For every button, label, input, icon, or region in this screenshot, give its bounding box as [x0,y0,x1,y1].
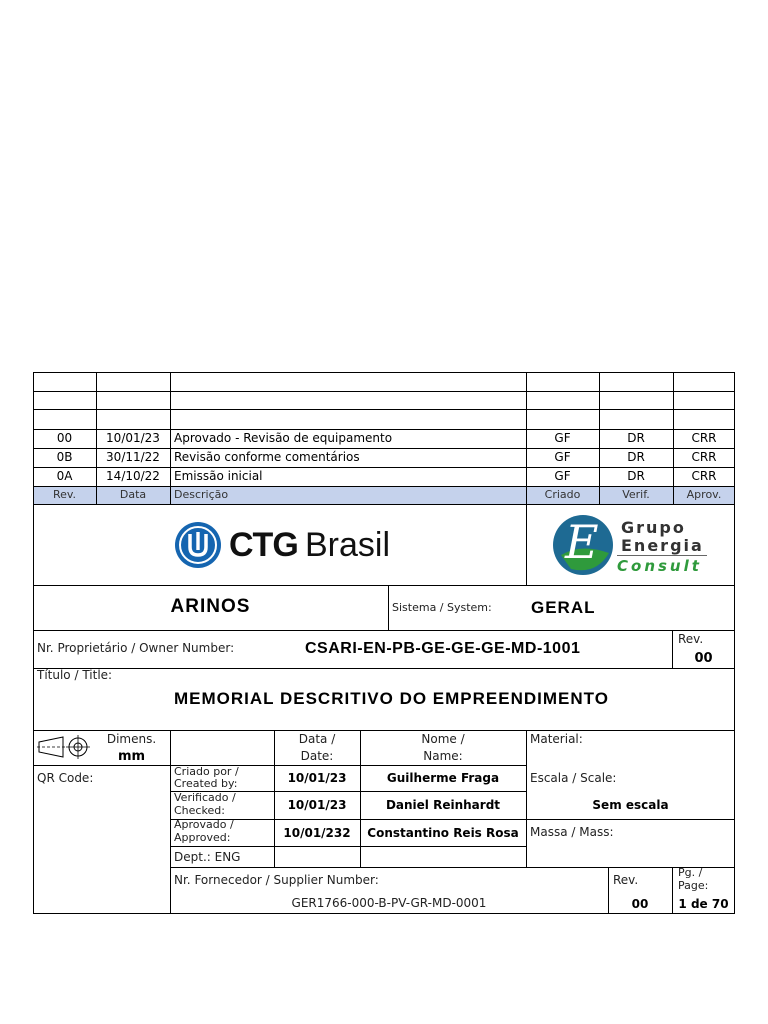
ctg-wordmark: CTG [229,526,298,564]
header-approved: Aprov. [686,488,722,501]
checked-date: 10/01/23 [287,798,347,812]
approved-cell: CRR [691,469,717,483]
dimens-label: Dimens. [106,732,157,746]
qr-code-label: QR Code: [37,771,94,785]
page-label-1: Pg. / [678,866,703,879]
department: Dept.: ENG [174,850,241,864]
dimens-value: mm [117,749,146,764]
checked-label-1: Verificado / [174,791,236,804]
date-cell: 14/10/22 [106,469,160,483]
verified-cell: DR [627,431,645,445]
consult-text: Consult [617,557,702,575]
system-value: GERAL [531,598,596,617]
date-cell: 10/01/23 [106,431,160,445]
logo-divider [617,555,707,556]
date-header-2: Date: [300,749,334,763]
approved-label-2: Approved: [174,831,231,844]
description-cell: Revisão conforme comentários [174,450,360,464]
header-rev: Rev. [52,488,77,501]
rev-cell: 00 [56,431,73,445]
header-date: Data [119,488,147,501]
page-label-2: Page: [678,879,709,892]
created-label-1: Criado por / [174,765,239,778]
material-label: Material: [530,732,583,746]
owner-rev-value: 00 [694,651,713,666]
created-date: 10/01/23 [287,771,347,785]
created-cell: GF [554,469,571,483]
page-value: 1 de 70 [678,897,729,911]
rev-cell: 0B [56,450,73,464]
grupo-energia-logo [551,513,731,577]
header-description: Descrição [174,488,229,501]
created-label-2: Created by: [174,777,238,790]
ctg-emblem-icon [173,520,223,570]
approved-cell: CRR [691,450,717,464]
owner-rev-label: Rev. [678,632,704,646]
scale-label: Escala / Scale: [530,771,617,785]
checked-name: Daniel Reinhardt [385,798,501,812]
header-created: Criado [544,488,581,501]
energia-text: Energia [621,536,704,555]
title-block [33,372,735,914]
supplier-number-value: GER1766-000-B-PV-GR-MD-0001 [291,896,487,910]
name-header-2: Name: [423,749,463,763]
checked-label-2: Checked: [174,804,225,817]
name-header-1: Nome / [421,732,465,746]
supplier-number-label: Nr. Fornecedor / Supplier Number: [174,873,379,887]
projection-symbol-icon [37,735,91,759]
date-cell: 30/11/22 [106,450,160,464]
verified-cell: DR [627,450,645,464]
approved-label-1: Aprovado / [174,818,234,831]
approved-name: Constantino Reis Rosa [367,826,519,840]
created-name: Guilherme Fraga [386,771,500,785]
description-cell: Emissão inicial [174,469,263,483]
system-label: Sistema / System: [392,601,492,614]
document-title: MEMORIAL DESCRITIVO DO EMPREENDIMENTO [174,689,609,708]
verified-cell: DR [627,469,645,483]
date-header-1: Data / [298,732,336,746]
owner-number-value: CSARI-EN-PB-GE-GE-GE-MD-1001 [305,640,581,657]
rev-cell: 0A [56,469,73,483]
supplier-rev-value: 00 [631,897,649,911]
created-cell: GF [554,431,571,445]
energia-emblem-letter: E [565,515,599,569]
brasil-wordmark: Brasil [305,526,391,564]
mass-label: Massa / Mass: [530,825,614,839]
approved-date: 10/01/232 [283,826,351,840]
ctg-brasil-logo [173,520,393,570]
grupo-text: Grupo [621,518,686,537]
supplier-rev-label: Rev. [613,873,639,887]
scale-value: Sem escala [592,798,669,812]
created-cell: GF [554,450,571,464]
owner-number-label: Nr. Proprietário / Owner Number: [37,641,235,655]
approved-cell: CRR [691,431,717,445]
title-label: Título / Title: [37,668,113,682]
description-cell: Aprovado - Revisão de equipamento [174,431,393,445]
header-verified: Verif. [622,488,650,501]
project-name: ARINOS [170,596,251,617]
